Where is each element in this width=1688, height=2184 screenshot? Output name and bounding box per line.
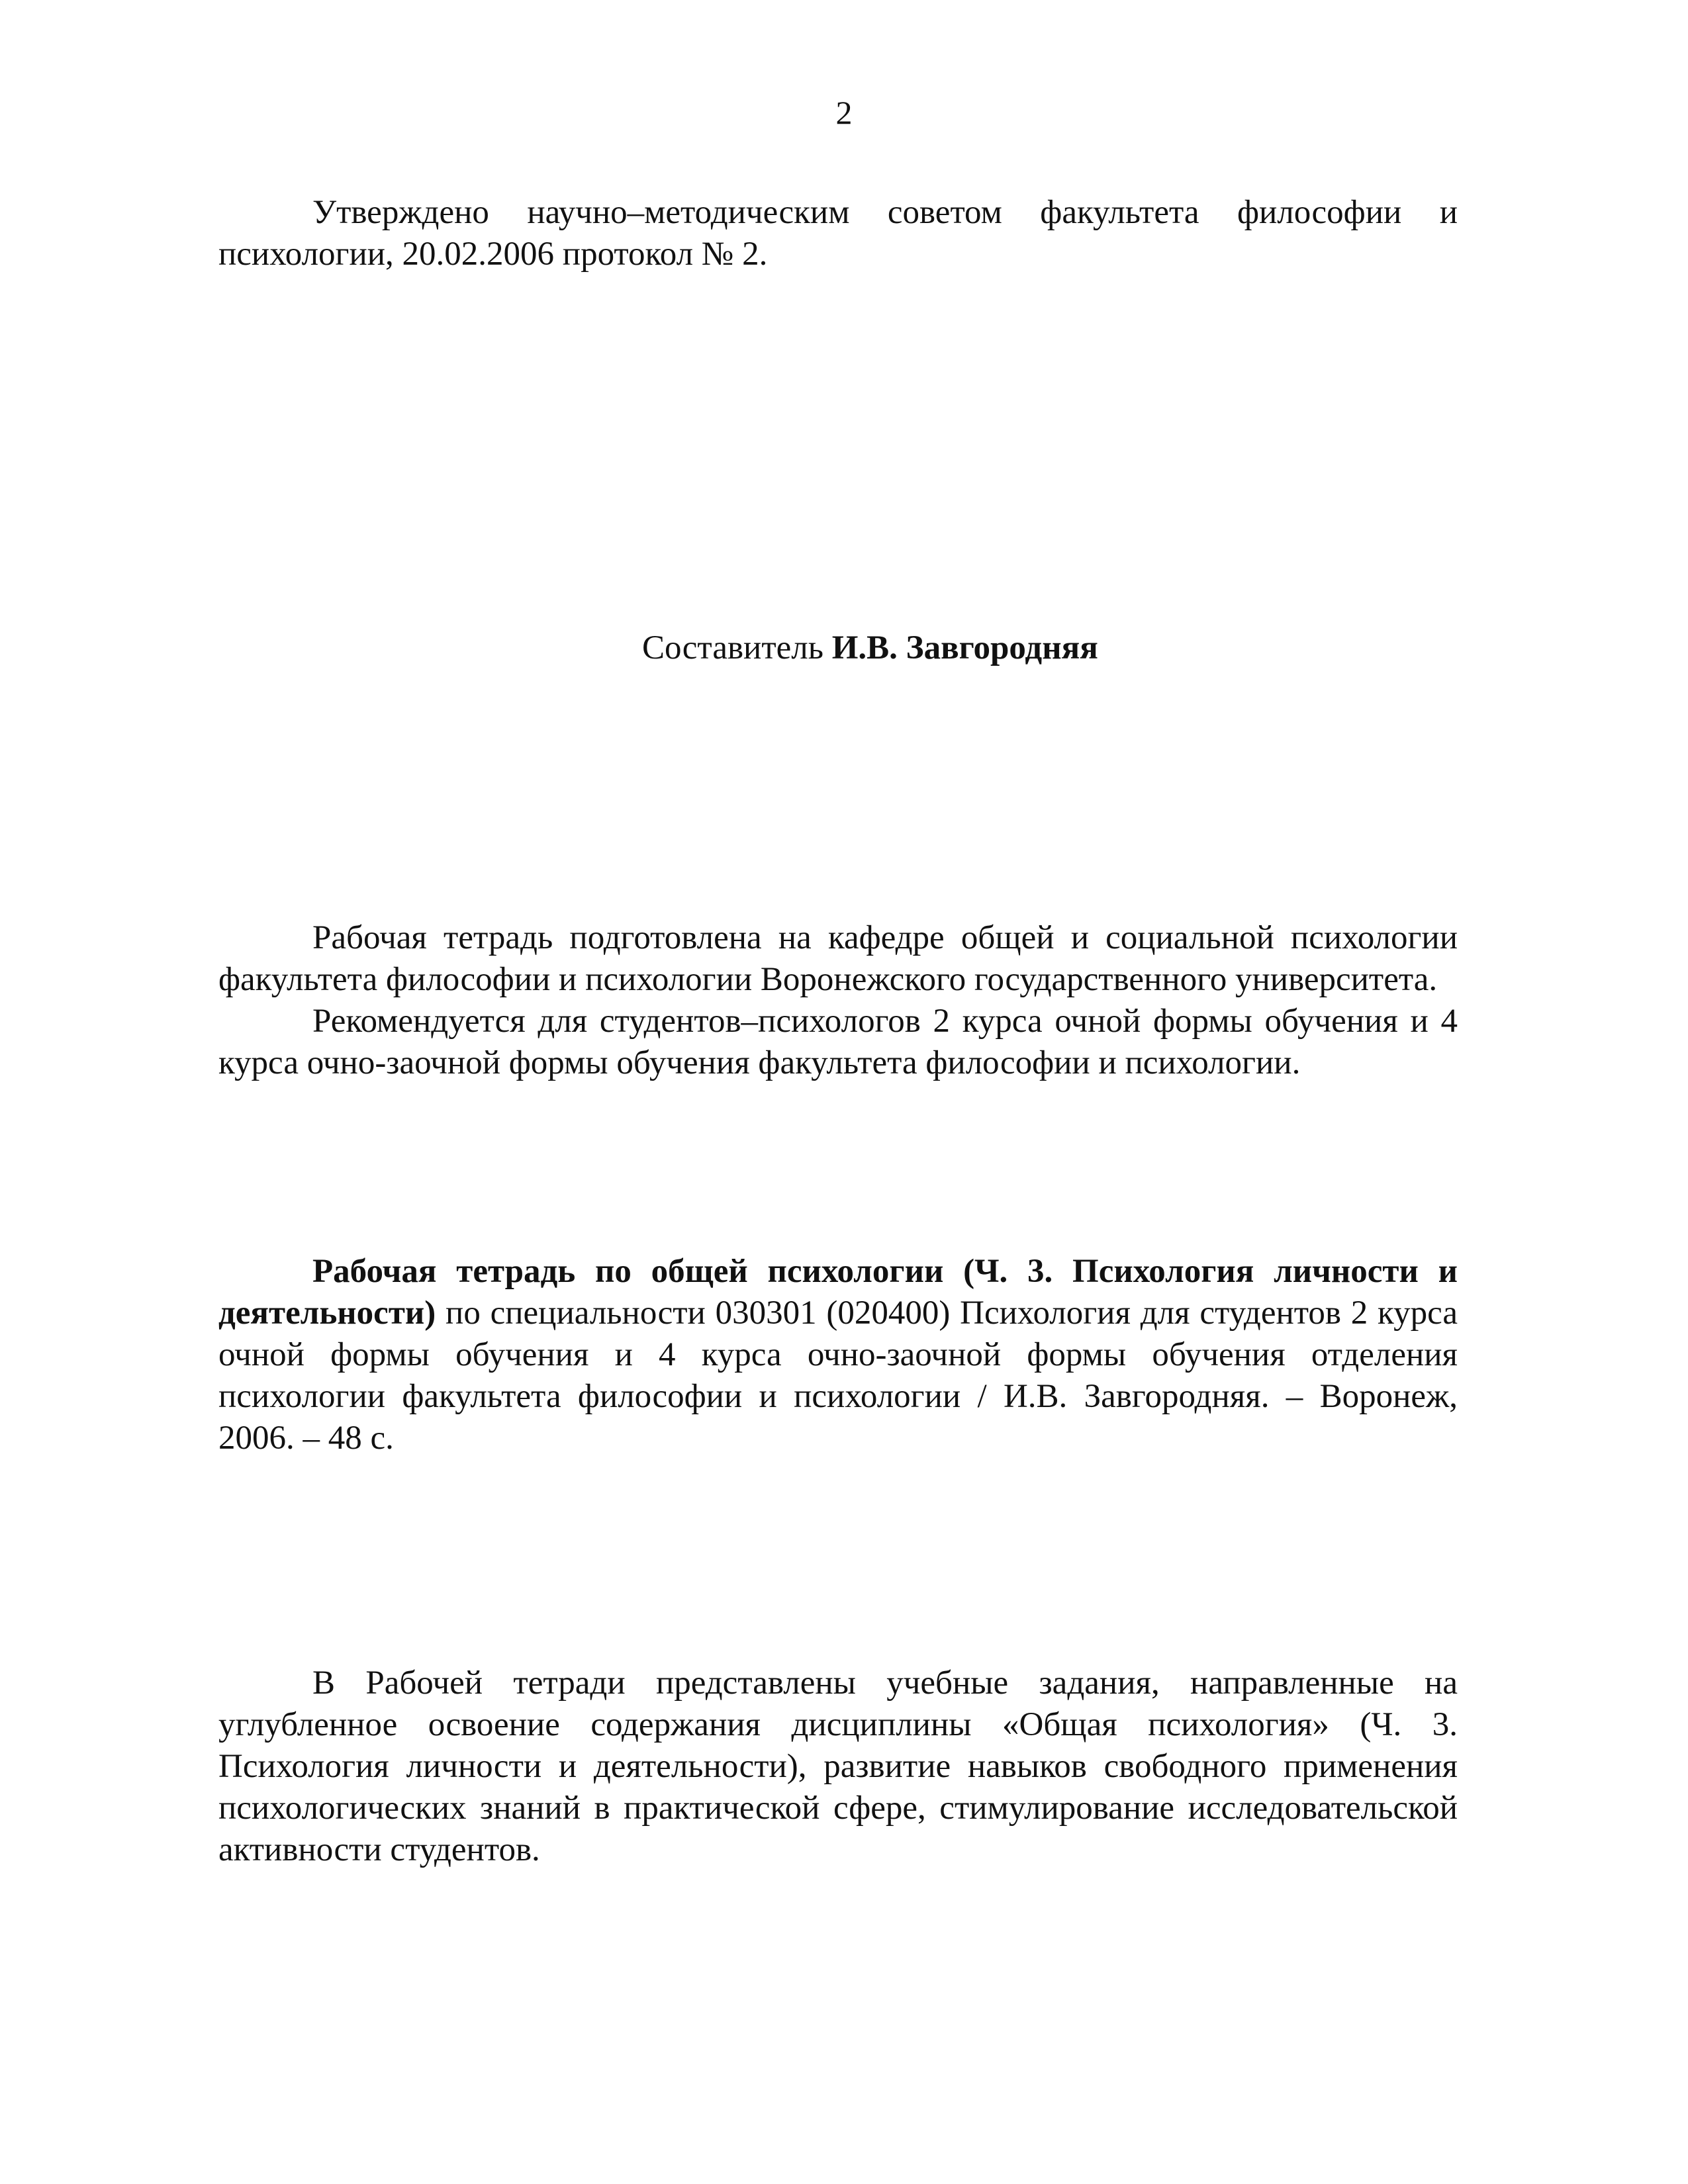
annotation-paragraph: В Рабочей тетради представлены учебные задания, направленные на углубленное освоение содержания дисциплины «Общая психология» (Ч. 3. Психология личности и деятельности), развитие навыков свободного применения психологических знаний в практической сфере, стимулирование исследовательской активности студентов.	[218, 1664, 1458, 1868]
approval-block	[218, 192, 1458, 275]
citation-details: по специальности 030301 (020400) Психология для студентов 2 курса очной формы обучения и 4 курса очно-заочной формы обучения отделения психологии факультета философии и психологии / И.В. Завгородняя. – Воронеж, 2006. – 48 с.	[218, 1295, 1458, 1457]
compiler-name: И.В. Завгородняя	[831, 629, 1098, 666]
citation-paragraph	[218, 1251, 1458, 1459]
annotation-block	[218, 1662, 1458, 1871]
preparation-paragraph-2: Рекомендуется для студентов–психологов 2 курса очной формы обучения и 4 курса очно-заочной формы обучения факультета философии и психологии.	[218, 1003, 1458, 1081]
approval-paragraph: Утверждено научно–методическим советом факультета философии и психологии, 20.02.2006 протокол № 2.	[218, 194, 1458, 273]
compiler-label: Составитель	[642, 629, 823, 666]
compiler-line	[642, 627, 1503, 669]
citation-title: Рабочая тетрадь по общей психологии (Ч. 3. Психология личности и деятельности)	[218, 1253, 1458, 1332]
preparation-paragraph-1: Рабочая тетрадь подготовлена на кафедре общей и социальной психологии факультета философии и психологии Воронежского государственного университета.	[218, 919, 1458, 998]
citation-block	[218, 1251, 1458, 1459]
page-number: 2	[835, 94, 853, 131]
preparation-block	[218, 917, 1458, 1084]
